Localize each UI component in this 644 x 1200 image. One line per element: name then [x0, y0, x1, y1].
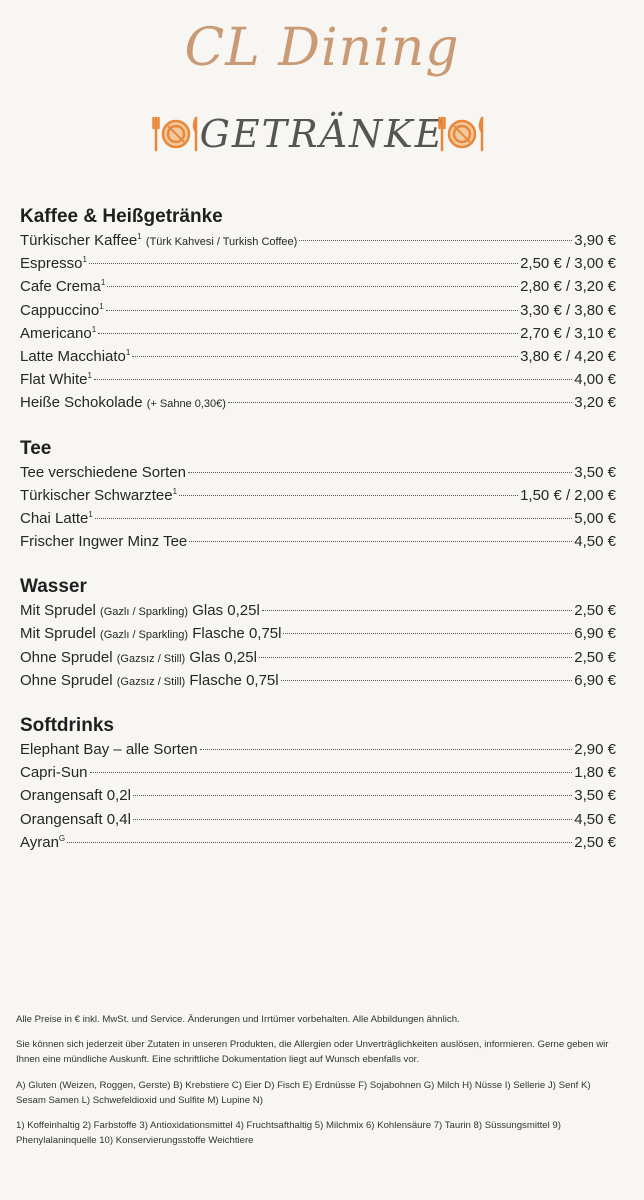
- menu-item: [20, 622, 616, 645]
- item-name: [20, 761, 88, 784]
- menu-item: [20, 599, 616, 622]
- item-name: [20, 322, 96, 345]
- dot-leader: [98, 333, 518, 334]
- menu-item: [20, 669, 616, 692]
- item-price: 2,80 € / 3,20 €: [520, 278, 616, 296]
- brand-logo: CL Dining: [184, 18, 460, 78]
- item-name: [20, 599, 260, 624]
- item-name: [20, 252, 87, 275]
- item-name: [20, 646, 257, 671]
- item-label: Latte Macchiato: [20, 347, 126, 365]
- item-label: Cappuccino: [20, 301, 100, 319]
- item-name: [20, 345, 130, 368]
- menu-footer: [16, 1012, 616, 1158]
- menu-item: [20, 530, 616, 553]
- item-price: 4,00 €: [574, 371, 616, 389]
- item-price: 3,30 € / 3,80 €: [520, 301, 616, 319]
- item-footnote: 1: [82, 255, 87, 265]
- dot-leader: [132, 356, 518, 357]
- dot-leader: [67, 842, 572, 843]
- item-price: 6,90 €: [574, 671, 616, 689]
- item-label: Orangensaft 0,4l: [20, 810, 131, 828]
- item-name: [20, 530, 187, 553]
- menu-item: [20, 461, 616, 484]
- item-footnote: 1: [87, 371, 92, 381]
- menu-section: [20, 574, 616, 692]
- item-note: (Gazsız / Still): [116, 652, 186, 665]
- dot-leader: [299, 240, 572, 241]
- item-price: 2,50 €: [574, 833, 616, 851]
- item-label: Mit Sprudel: [20, 602, 96, 620]
- item-name: [20, 391, 226, 416]
- item-price: 2,90 €: [574, 741, 616, 758]
- plate-cutlery-icon: [438, 114, 486, 154]
- item-footnote: 1: [137, 232, 142, 241]
- item-name: [20, 484, 177, 507]
- dot-leader: [94, 379, 572, 380]
- dot-leader: [200, 749, 573, 750]
- item-name: [20, 229, 297, 254]
- item-price: 1,50 € / 2,00 €: [520, 486, 616, 504]
- item-label: Mit Sprudel: [20, 625, 96, 643]
- menu-item: [20, 275, 616, 298]
- dot-leader: [133, 795, 572, 796]
- item-price: 5,00 €: [574, 509, 616, 527]
- item-price: 3,80 € / 4,20 €: [520, 347, 616, 365]
- additives-legend: 1) Koffeinhaltig 2) Farbstoffe 3) Antioxidationsmittel 4) Fruchtsafthaltig 5) Milchmix 6) Kohlensäure 7) Taurin 8) Süssungsmittel 9) Phenylalaninquelle 10) Konservierungsstoffe Weichtiere: [16, 1120, 561, 1147]
- item-price: 3,50 €: [574, 463, 616, 481]
- item-label: Türkischer Kaffee: [20, 232, 138, 249]
- item-label: Espresso: [20, 255, 83, 273]
- item-size: Flasche 0,75l: [189, 671, 279, 689]
- item-note: (+ Sahne 0,30€): [146, 398, 226, 411]
- dot-leader: [89, 263, 518, 264]
- section-title: Wasser: [20, 576, 87, 598]
- item-size: Flasche 0,75l: [192, 625, 282, 643]
- menu-item: [20, 368, 616, 391]
- dot-leader: [259, 657, 572, 658]
- item-name: [20, 831, 65, 854]
- menu-item: [20, 507, 616, 530]
- menu-item: [20, 322, 616, 345]
- item-label: Capri-Sun: [20, 764, 88, 782]
- prices-note: Alle Preise in € inkl. MwSt. und Service. Änderungen und Irrtümer vorbehalten. Alle Abbildungen ähnlich.: [16, 1014, 460, 1025]
- item-label: Ohne Sprudel: [20, 648, 113, 666]
- item-price: 3,20 €: [574, 394, 616, 412]
- menu-item: [20, 831, 616, 854]
- menu-item: [20, 299, 616, 322]
- dot-leader: [283, 633, 572, 634]
- item-name: [20, 808, 131, 831]
- page-title: GETRÄNKE: [199, 112, 445, 156]
- item-name: [20, 784, 131, 807]
- menu-item: [20, 229, 616, 252]
- item-name: [20, 622, 281, 647]
- menu-item: [20, 738, 616, 761]
- item-price: 2,50 €: [574, 648, 616, 666]
- menu-item: [20, 646, 616, 669]
- item-size: Glas 0,25l: [189, 648, 257, 666]
- item-name: [20, 299, 104, 322]
- item-footnote: 1: [91, 324, 97, 334]
- item-label: Elephant Bay – alle Sorten: [20, 741, 198, 758]
- dot-leader: [90, 772, 573, 773]
- menu-item: [20, 345, 616, 368]
- item-label: Ohne Sprudel: [20, 671, 113, 689]
- item-label: Ayran: [20, 833, 59, 851]
- allergy-note: Sie können sich jederzeit über Zutaten in unseren Produkten, die Allergien oder Unverträglichkeiten auslösen, informieren. Gerne geben wir Ihnen eine mündliche Auskunft. Eine schriftliche Dokumentation liegt auf Wunsch ebenfalls vor.: [16, 1039, 609, 1066]
- item-price: 2,50 € / 3,00 €: [520, 255, 616, 273]
- dot-leader: [106, 310, 518, 311]
- item-footnote: 1: [125, 347, 131, 357]
- item-label: Türkischer Schwarztee: [20, 486, 173, 504]
- section-title: Kaffee & Heißgetränke: [20, 206, 223, 227]
- item-footnote: 1: [99, 301, 104, 311]
- item-name: [20, 738, 198, 761]
- menu-section: [20, 436, 616, 554]
- item-name: [20, 669, 279, 694]
- dot-leader: [228, 402, 572, 403]
- item-note: (Türk Kahvesi / Turkish Coffee): [145, 236, 298, 248]
- item-price: 4,50 €: [574, 810, 616, 828]
- allergen-legend: A) Gluten (Weizen, Roggen, Gerste) B) Krebstiere C) Eier D) Fisch E) Erdnüsse F) Sojabohnen G) Milch H) Nüsse I) Sellerie J) Senf K) Sesam Samen L) Schwefeldioxid und Sulfite M) Lupine N): [16, 1079, 591, 1106]
- item-footnote: 1: [88, 509, 93, 519]
- item-footnote: 1: [100, 278, 106, 288]
- menu-section: [20, 713, 616, 854]
- item-label: Frischer Ingwer Minz Tee: [20, 533, 188, 551]
- item-note: (Gazlı / Sparkling): [100, 606, 189, 619]
- item-label: Orangensaft 0,2l: [20, 787, 131, 805]
- menu-item: [20, 808, 616, 831]
- item-size: Glas 0,25l: [192, 602, 260, 620]
- dot-leader: [262, 610, 572, 611]
- dot-leader: [189, 541, 572, 542]
- item-label: Heiße Schokolade: [20, 394, 143, 412]
- item-label: Chai Latte: [20, 509, 89, 527]
- dot-leader: [107, 286, 518, 287]
- dot-leader: [95, 518, 572, 519]
- item-footnote: G: [58, 833, 66, 843]
- item-label: Tee verschiedene Sorten: [20, 463, 186, 481]
- menu-header: [0, 0, 644, 190]
- item-label: Flat White: [20, 371, 88, 389]
- dot-leader: [133, 819, 572, 820]
- item-footnote: 1: [172, 486, 178, 496]
- dot-leader: [281, 680, 573, 681]
- menu-item: [20, 784, 616, 807]
- item-price: 3,90 €: [574, 232, 616, 249]
- item-note: (Gazsız / Still): [116, 675, 186, 688]
- menu-section: [20, 204, 616, 415]
- item-price: 6,90 €: [574, 625, 616, 643]
- item-name: [20, 461, 186, 484]
- item-label: Cafe Crema: [20, 278, 101, 296]
- drinks-menu: [20, 204, 616, 875]
- section-title: Tee: [20, 437, 52, 459]
- menu-item: [20, 761, 616, 784]
- item-price: 3,50 €: [574, 787, 616, 805]
- section-title: Softdrinks: [20, 715, 114, 736]
- menu-item: [20, 252, 616, 275]
- title-row: [0, 108, 644, 160]
- item-price: 2,50 €: [574, 602, 616, 620]
- menu-item: [20, 391, 616, 414]
- dot-leader: [179, 495, 518, 496]
- item-label: Americano: [20, 324, 92, 342]
- item-price: 4,50 €: [574, 533, 616, 551]
- menu-item: [20, 484, 616, 507]
- item-note: (Gazlı / Sparkling): [100, 629, 189, 642]
- item-name: [20, 368, 92, 391]
- item-name: [20, 275, 105, 298]
- item-name: [20, 507, 93, 530]
- item-price: 2,70 € / 3,10 €: [520, 324, 616, 342]
- item-price: 1,80 €: [574, 764, 616, 782]
- dot-leader: [188, 472, 572, 473]
